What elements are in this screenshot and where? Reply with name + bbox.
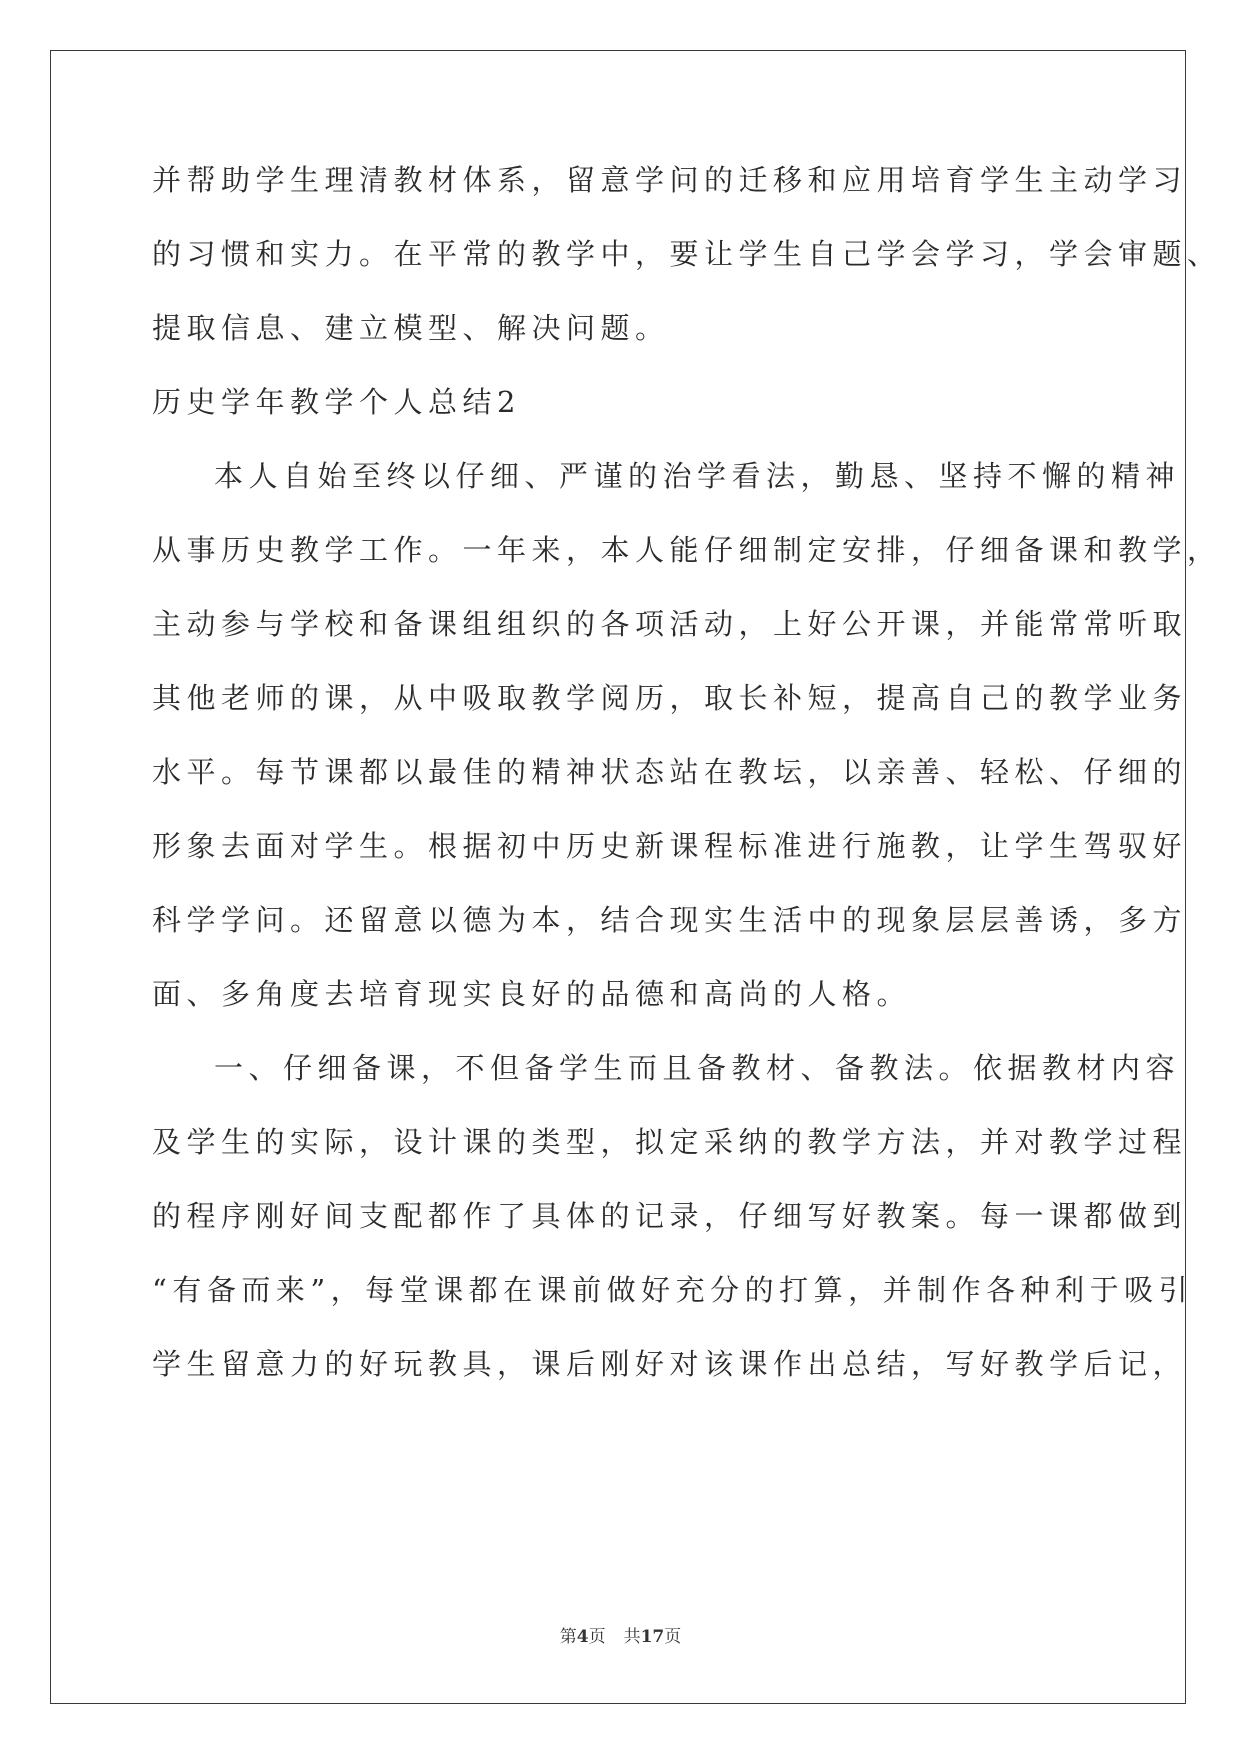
- section-heading: 历史学年教学个人总结2: [152, 385, 521, 419]
- body-line: 科学学问。还留意以德为本，结合现实生活中的现象层层善诱，多方: [152, 903, 1188, 937]
- body-line: “有备而来”，每堂课都在课前做好充分的打算，并制作各种利于吸引: [152, 1273, 1194, 1307]
- total-suffix: 页: [664, 1627, 682, 1647]
- paragraph-start-line: 本人自始至终以仔细、严谨的治学看法，勤恳、坚持不懈的精神: [214, 459, 1181, 493]
- total-prefix: 共: [623, 1627, 641, 1647]
- body-line: 的程序刚好间支配都作了具体的记录，仔细写好教案。每一课都做到: [152, 1199, 1188, 1233]
- page-number: 4: [576, 1627, 589, 1647]
- page-suffix: 页: [588, 1627, 606, 1647]
- body-line: 的习惯和实力。在平常的教学中，要让学生自己学会学习，学会审题、: [152, 237, 1222, 271]
- body-line: 从事历史教学工作。一年来，本人能仔细制定安排，仔细备课和教学，: [152, 533, 1222, 567]
- body-line: 提取信息、建立模型、解决问题。: [152, 311, 670, 345]
- body-line: 及学生的实际，设计课的类型，拟定采纳的教学方法，并对教学过程: [152, 1125, 1188, 1159]
- document-body: [152, 160, 1222, 1418]
- page-prefix: 第: [559, 1627, 577, 1647]
- body-line: 面、多角度去培育现实良好的品德和高尚的人格。: [152, 977, 912, 1011]
- body-line: 其他老师的课，从中吸取教学阅历，取长补短，提高自己的教学业务: [152, 681, 1188, 715]
- body-line: 形象去面对学生。根据初中历史新课程标准进行施教，让学生驾驭好: [152, 829, 1188, 863]
- paragraph-start-line: 一、仔细备课，不但备学生而且备教材、备教法。依据教材内容: [214, 1051, 1181, 1085]
- body-line: 学生留意力的好玩教具，课后刚好对该课作出总结，写好教学后记，: [152, 1347, 1188, 1381]
- page-footer: [0, 1622, 1241, 1647]
- body-line: 主动参与学校和备课组组织的各项活动，上好公开课，并能常常听取: [152, 607, 1188, 641]
- body-line: 水平。每节课都以最佳的精神状态站在教坛，以亲善、轻松、仔细的: [152, 755, 1188, 789]
- total-pages: 17: [640, 1627, 665, 1647]
- body-line: 并帮助学生理清教材体系，留意学问的迁移和应用培育学生主动学习: [152, 163, 1188, 197]
